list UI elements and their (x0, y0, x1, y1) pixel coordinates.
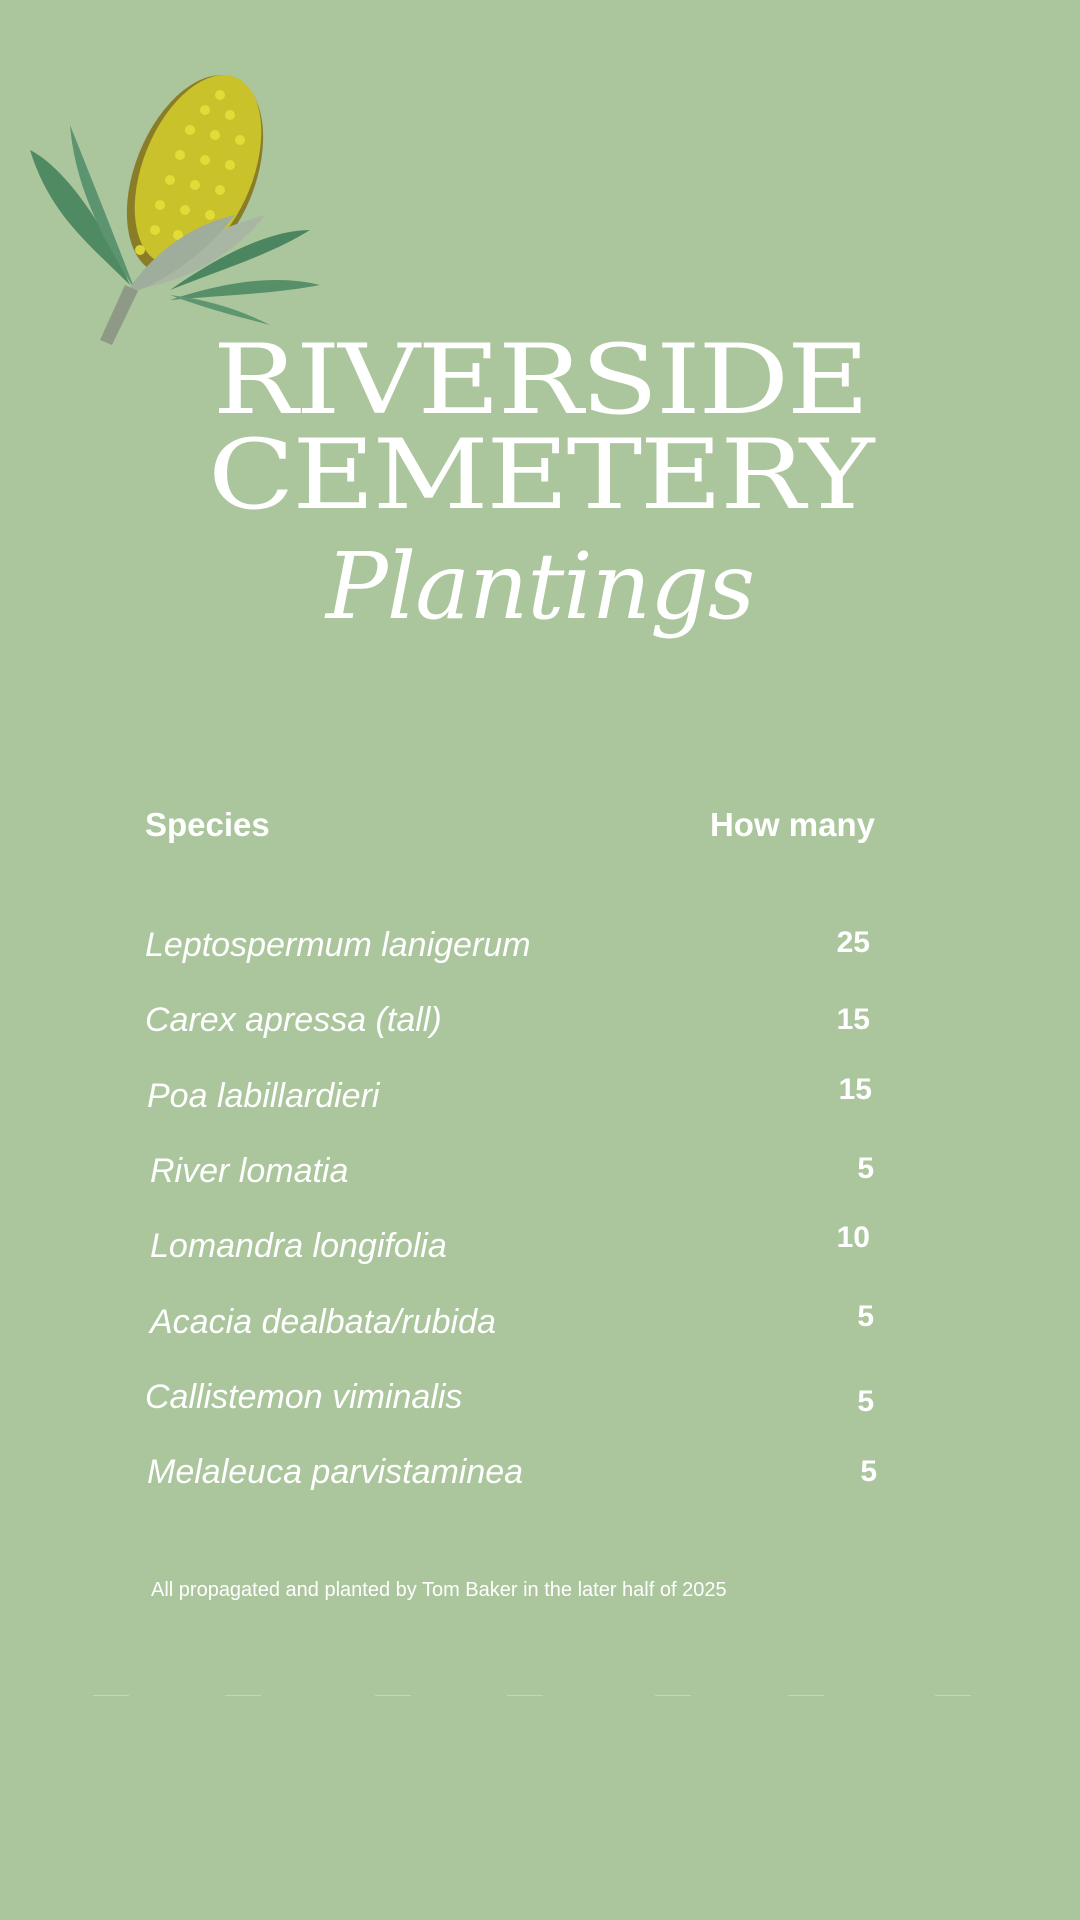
divider-dash (225, 1695, 261, 1696)
subtitle: Plantings (325, 533, 755, 640)
species-column-header: Species (145, 806, 270, 843)
title-line-2: CEMETERY (207, 419, 873, 531)
divider-dash (375, 1695, 411, 1696)
banksia-flower-icon (20, 55, 330, 345)
divider-dash (788, 1695, 824, 1696)
species-count: 25 (836, 926, 870, 959)
species-name: Poa labillardieri (147, 1077, 380, 1115)
species-name: River lomatia (150, 1152, 349, 1190)
species-name: Leptospermum lanigerum (145, 926, 531, 964)
divider-dash (93, 1695, 129, 1696)
species-count: 15 (836, 1003, 870, 1036)
footer-note: All propagated and planted by Tom Baker in the later half of 2025 (151, 1579, 727, 1601)
species-count: 5 (857, 1300, 874, 1333)
species-count: 10 (836, 1221, 870, 1254)
species-name: Acacia dealbata/rubida (150, 1303, 496, 1341)
title-line-1: RIVERSIDE (212, 324, 868, 436)
species-name: Callistemon viminalis (145, 1378, 463, 1416)
divider-dash (507, 1695, 543, 1696)
species-name: Lomandra longifolia (150, 1227, 447, 1265)
species-count: 5 (857, 1152, 874, 1185)
divider-dash (655, 1695, 691, 1696)
species-name: Melaleuca parvistaminea (147, 1453, 524, 1491)
count-column-header: How many (709, 806, 875, 843)
species-name: Carex apressa (tall) (145, 1001, 442, 1039)
species-count: 5 (857, 1385, 874, 1418)
species-count: 15 (838, 1073, 872, 1106)
species-count: 5 (860, 1455, 877, 1488)
divider-dash (935, 1695, 971, 1696)
